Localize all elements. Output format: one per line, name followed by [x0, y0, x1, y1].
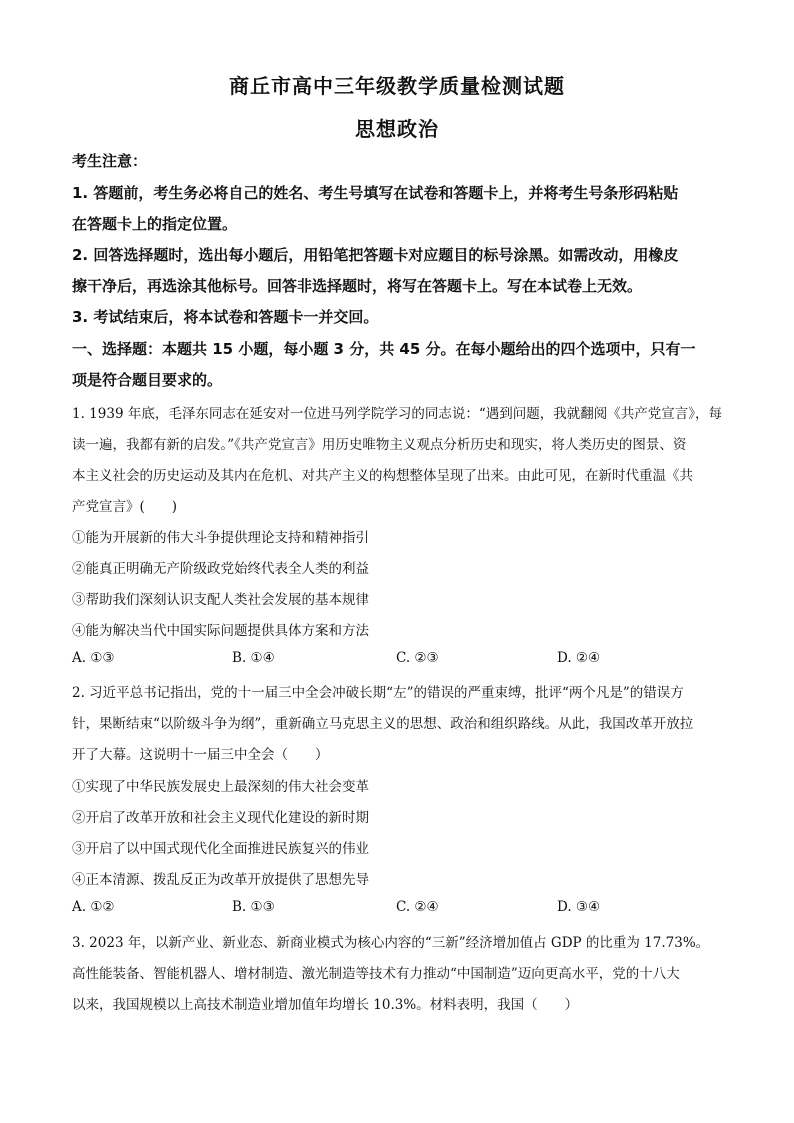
q1-stem-line-1: 1. 1939 年底，毛泽东同志在延安对一位进马列学院学习的同志说：“遇到问题，我就翻阅《共产党宣言》，每: [72, 406, 722, 422]
notice-item-2-line-2: 擦干净后，再选涂其他标号。回答非选择题时，将写在答题卡上。写在本试卷上无效。: [72, 277, 643, 295]
notice-item-2-line-1: 2. 回答选择题时，选出每小题后，用铅笔把答题卡对应题目的标号涂黑。如需改动，用橡皮: [72, 246, 679, 264]
q3-stem-line-3: 以来，我国规模以上高技术制造业增加值年均增长 10.3%。材料表明，我国（ ）: [72, 997, 579, 1013]
exam-subject: 思想政治: [355, 117, 439, 141]
q2-option-d[interactable]: D. ③④: [557, 899, 601, 915]
notice-heading: 考生注意：: [72, 152, 148, 170]
q2-statement-2: ②开启了改革开放和社会主义现代化建设的新时期: [72, 810, 369, 826]
q1-statement-1: ①能为开展新的伟大斗争提供理论支持和精神指引: [72, 530, 369, 546]
q1-statement-3: ③帮助我们深刻认识支配人类社会发展的基本规律: [72, 592, 369, 608]
q2-option-b[interactable]: B. ①③: [232, 899, 275, 915]
q1-stem-line-3: 本主义社会的历史运动及其内在危机、对共产主义的构想整体呈现了出来。由此可见，在新时代重温《共: [72, 468, 693, 484]
q3-stem-line-2: 高性能装备、智能机器人、增材制造、激光制造等技术有力推动“中国制造”迈向更高水平，党的十八大: [72, 966, 680, 982]
q2-stem-line-3: 开了大幕。这说明十一届三中全会（ ）: [72, 747, 329, 763]
q2-statement-1: ①实现了中华民族发展史上最深刻的伟大社会变革: [72, 779, 369, 795]
q1-statement-4: ④能为解决当代中国实际问题提供具体方案和方法: [72, 623, 369, 639]
notice-item-1-line-1: 1. 答题前，考生务必将自己的姓名、考生号填写在试卷和答题卡上，并将考生号条形码粘贴: [72, 184, 679, 202]
q2-stem-line-1: 2. 习近平总书记指出，党的十一届三中全会冲破长期“左”的错误的严重束缚，批评“两个凡是”的错误方: [72, 685, 684, 701]
exam-title: 商丘市高中三年级教学质量检测试题: [229, 74, 565, 98]
q2-option-c[interactable]: C. ②④: [396, 899, 439, 915]
q1-option-c[interactable]: C. ②③: [396, 650, 439, 666]
q1-stem-line-4: 产党宣言》( ): [72, 499, 178, 515]
q2-statement-3: ③开启了以中国式现代化全面推进民族复兴的伟业: [72, 841, 369, 857]
notice-item-3: 3. 考试结束后，将本试卷和答题卡一并交回。: [72, 308, 379, 326]
section-heading-line-1: 一、选择题：本题共 15 小题，每小题 3 分，共 45 分。在每小题给出的四个选项中，只有一: [72, 340, 696, 358]
q2-option-a[interactable]: A. ①②: [72, 899, 115, 915]
q1-option-a[interactable]: A. ①③: [72, 650, 115, 666]
q2-stem-line-2: 针，果断结束“以阶级斗争为纲”，重新确立马克思主义的思想、政治和组织路线。从此，我国改革开放拉: [72, 716, 694, 732]
q1-option-d[interactable]: D. ②④: [557, 650, 601, 666]
q2-statement-4: ④正本清源、拨乱反正为改革开放提供了思想先导: [72, 872, 369, 888]
q1-option-b[interactable]: B. ①④: [232, 650, 275, 666]
section-heading-line-2: 项是符合题目要求的。: [72, 371, 223, 389]
notice-item-1-line-2: 在答题卡上的指定位置。: [72, 215, 238, 233]
q1-stem-line-2: 读一遍，我都有新的启发。”《共产党宣言》用历史唯物主义观点分析历史和现实，将人类历史的图景、资: [72, 437, 687, 453]
q1-statement-2: ②能真正明确无产阶级政党始终代表全人类的利益: [72, 561, 369, 577]
q3-stem-line-1: 3. 2023 年，以新产业、新业态、新商业模式为核心内容的“三新”经济增加值占 GDP 的比重为 17.73%。: [72, 935, 710, 951]
